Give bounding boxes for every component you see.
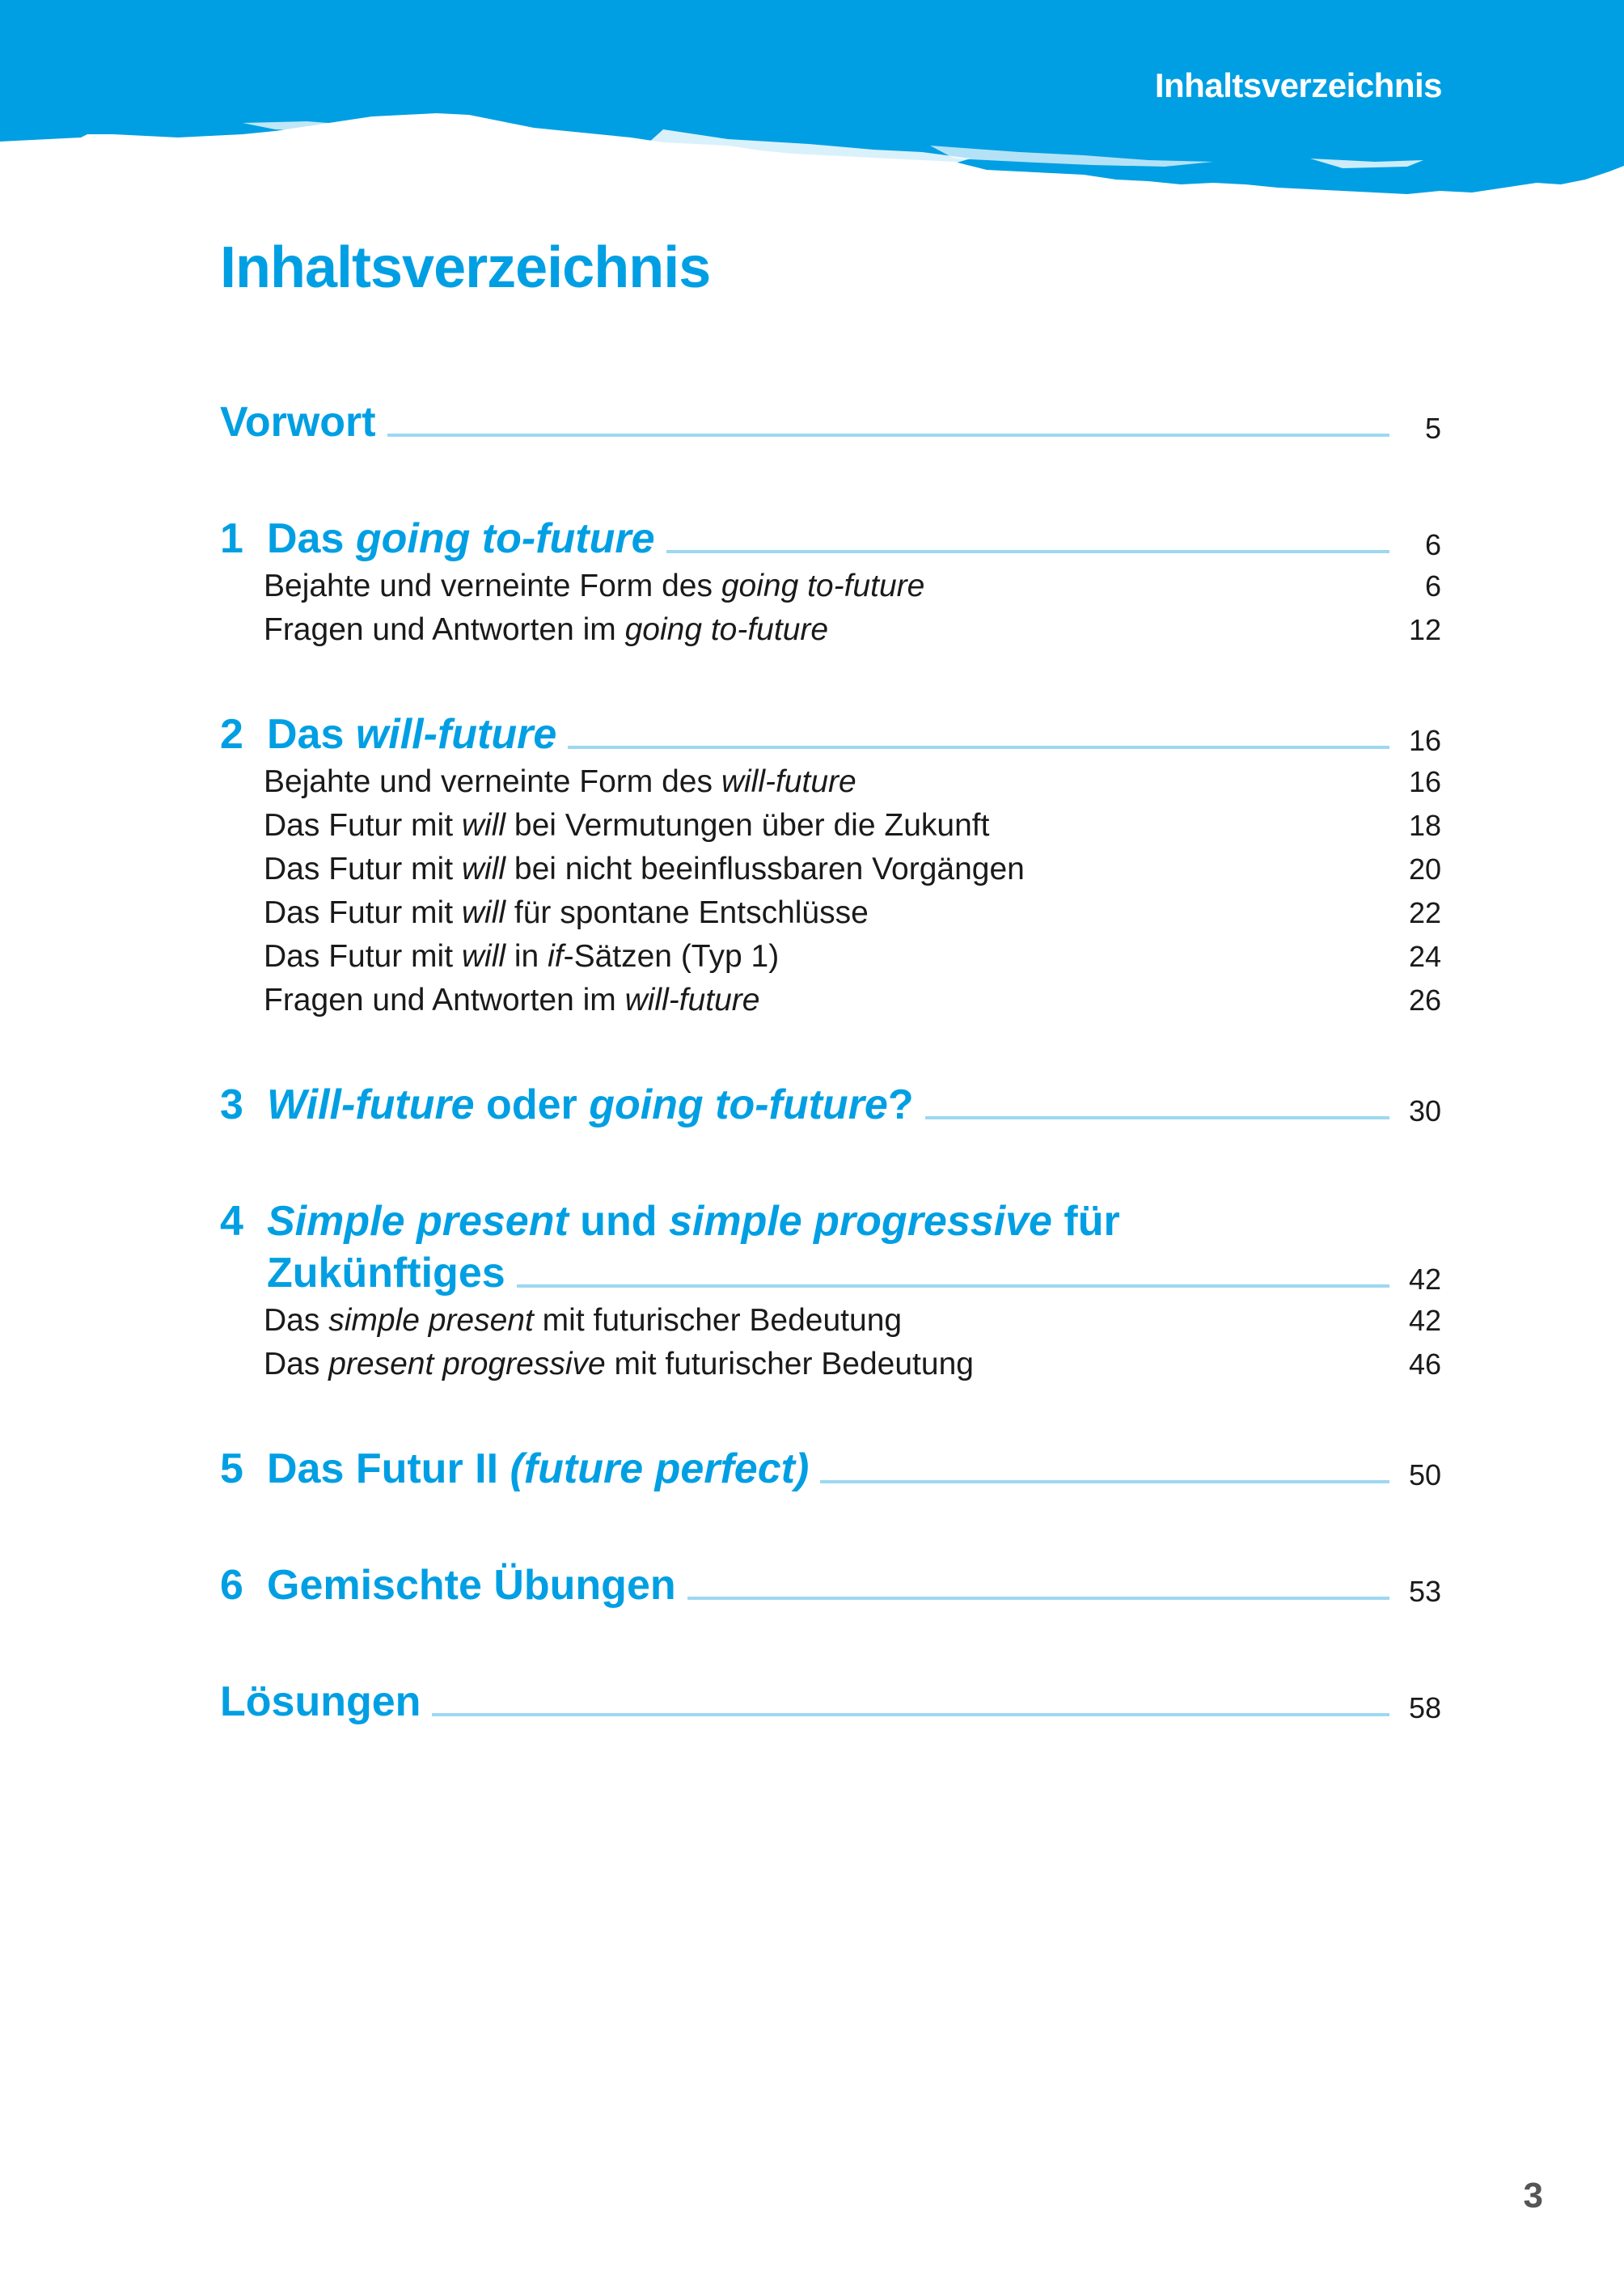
leader-line xyxy=(387,434,1389,437)
leader-line xyxy=(666,550,1389,553)
toc-page-number: 58 xyxy=(1408,1691,1441,1724)
chapter-title xyxy=(267,1443,809,1495)
subentry-text: Das xyxy=(264,1303,329,1338)
toc-page-number: 50 xyxy=(1408,1458,1441,1491)
toc-page-number: 6 xyxy=(1424,569,1441,603)
chapter-number: 4 xyxy=(220,1198,243,1245)
subentry-italic: will-future xyxy=(721,764,856,799)
subentry-text: mit futurischer Bedeutung xyxy=(605,1347,974,1381)
toc-chapter-2[interactable] xyxy=(220,709,1441,1022)
chapter-title-text: ? xyxy=(887,1081,914,1128)
subentry-italic: will xyxy=(461,939,506,974)
toc-page-number: 22 xyxy=(1408,896,1441,929)
chapter-title-text: Das xyxy=(267,711,356,758)
toc-page-number: 30 xyxy=(1408,1094,1441,1127)
chapter-number: 3 xyxy=(220,1081,243,1128)
toc-subentry[interactable] xyxy=(220,1343,1441,1386)
chapter-number: 6 xyxy=(220,1562,243,1609)
toc-page-number: 16 xyxy=(1408,765,1441,798)
toc-page-number: 24 xyxy=(1408,940,1441,973)
toc-subentry[interactable] xyxy=(220,848,1441,891)
toc-chapter-5[interactable] xyxy=(220,1443,1441,1495)
subentry-text: Das Futur mit xyxy=(264,808,462,843)
chapter-title: Gemischte Übungen xyxy=(267,1562,676,1609)
table-of-contents xyxy=(220,396,1441,1728)
toc-subentry[interactable] xyxy=(220,804,1441,848)
leader-line xyxy=(568,746,1389,749)
subentry-text: mit futurischer Bedeutung xyxy=(533,1303,903,1338)
subentry-text: Bejahte und verneinte Form des xyxy=(264,764,721,799)
toc-chapter-4[interactable] xyxy=(220,1195,1441,1386)
chapter-title-text: und xyxy=(568,1198,669,1245)
chapter-title-italic: will-future xyxy=(355,711,557,758)
subentry-italic: going to-future xyxy=(721,569,925,603)
toc-page-number: 53 xyxy=(1408,1575,1441,1608)
toc-page-number: 6 xyxy=(1424,528,1441,561)
subentry-italic: will xyxy=(461,895,506,930)
toc-subentry[interactable] xyxy=(220,608,1441,652)
toc-page-number: 12 xyxy=(1408,613,1441,646)
header-band xyxy=(0,0,1624,210)
toc-entry-loesungen[interactable] xyxy=(220,1676,1441,1728)
chapter-title-italic: going to-future xyxy=(589,1081,888,1128)
chapter-number: 5 xyxy=(220,1445,243,1492)
toc-entry-title: Vorwort xyxy=(220,399,376,446)
toc-subentry[interactable] xyxy=(220,565,1441,608)
running-head: Inhaltsverzeichnis xyxy=(1154,66,1442,104)
toc-page-number: 5 xyxy=(1424,412,1441,445)
subentry-text: -Sätzen (Typ 1) xyxy=(563,939,780,974)
chapter-title-text: Das xyxy=(267,515,356,562)
toc-subentry[interactable] xyxy=(220,1299,1441,1343)
leader-line xyxy=(820,1480,1389,1483)
toc-subentry[interactable] xyxy=(220,760,1441,804)
chapter-title-italic: Will-future xyxy=(267,1081,475,1128)
subentry-italic: will xyxy=(461,852,506,886)
subentry-text: in xyxy=(505,939,548,974)
toc-page-number: 20 xyxy=(1408,852,1441,886)
chapter-title-text: Das Futur II xyxy=(267,1445,510,1492)
leader-line xyxy=(925,1116,1389,1119)
chapter-title-italic: (future perfect) xyxy=(510,1445,810,1492)
brush-stroke-decoration xyxy=(0,0,1624,210)
subentry-italic: if xyxy=(548,939,564,974)
chapter-title xyxy=(267,1079,914,1131)
toc-subentry[interactable] xyxy=(220,979,1441,1022)
toc-page-number: 42 xyxy=(1408,1263,1441,1296)
leader-line xyxy=(687,1597,1389,1600)
chapter-title-italic: simple progressive xyxy=(668,1198,1052,1245)
subentry-text: Bejahte und verneinte Form des xyxy=(264,569,721,603)
subentry-text: Das Futur mit xyxy=(264,852,462,886)
chapter-title xyxy=(267,513,655,565)
toc-page-number: 46 xyxy=(1408,1347,1441,1381)
subentry-italic: present progressive xyxy=(328,1347,606,1381)
toc-subentry[interactable] xyxy=(220,935,1441,979)
chapter-title xyxy=(267,1195,1120,1247)
chapter-number: 2 xyxy=(220,711,243,758)
leader-line xyxy=(517,1284,1389,1288)
chapter-title-text: für xyxy=(1051,1198,1120,1245)
toc-chapter-6[interactable] xyxy=(220,1559,1441,1611)
subentry-text: Fragen und Antworten im xyxy=(264,612,625,647)
page-title: Inhaltsverzeichnis xyxy=(220,235,711,300)
chapter-title xyxy=(267,709,556,760)
subentry-text: für spontane Entschlüsse xyxy=(505,895,869,930)
subentry-text: bei Vermutungen über die Zukunft xyxy=(505,808,990,843)
subentry-italic: simple present xyxy=(328,1303,534,1338)
toc-chapter-3[interactable] xyxy=(220,1079,1441,1131)
toc-page-number: 42 xyxy=(1408,1304,1441,1337)
subentry-text: Das Futur mit xyxy=(264,895,462,930)
chapter-title-line2: Zukünftiges xyxy=(267,1250,505,1297)
subentry-italic: will-future xyxy=(624,983,760,1017)
subentry-text: Das xyxy=(264,1347,329,1381)
chapter-number: 1 xyxy=(220,515,243,562)
toc-entry-title: Lösungen xyxy=(220,1678,421,1725)
toc-page-number: 16 xyxy=(1408,724,1441,757)
toc-page-number: 18 xyxy=(1408,809,1441,842)
subentry-italic: going to-future xyxy=(624,612,829,647)
subentry-italic: will xyxy=(461,808,506,843)
subentry-text: Fragen und Antworten im xyxy=(264,983,625,1017)
subentry-text: bei nicht beeinflussbaren Vorgängen xyxy=(505,852,1025,886)
chapter-title-text: oder xyxy=(474,1081,590,1128)
toc-subentry[interactable] xyxy=(220,891,1441,935)
chapter-title-italic: going to-future xyxy=(355,515,655,562)
toc-page-number: 26 xyxy=(1408,984,1441,1017)
leader-line xyxy=(432,1713,1389,1716)
chapter-title-italic: Simple present xyxy=(267,1198,569,1245)
toc-chapter-1[interactable] xyxy=(220,513,1441,652)
page-number: 3 xyxy=(1523,2176,1543,2215)
subentry-text: Das Futur mit xyxy=(264,939,462,974)
toc-entry-vorwort[interactable] xyxy=(220,396,1441,448)
